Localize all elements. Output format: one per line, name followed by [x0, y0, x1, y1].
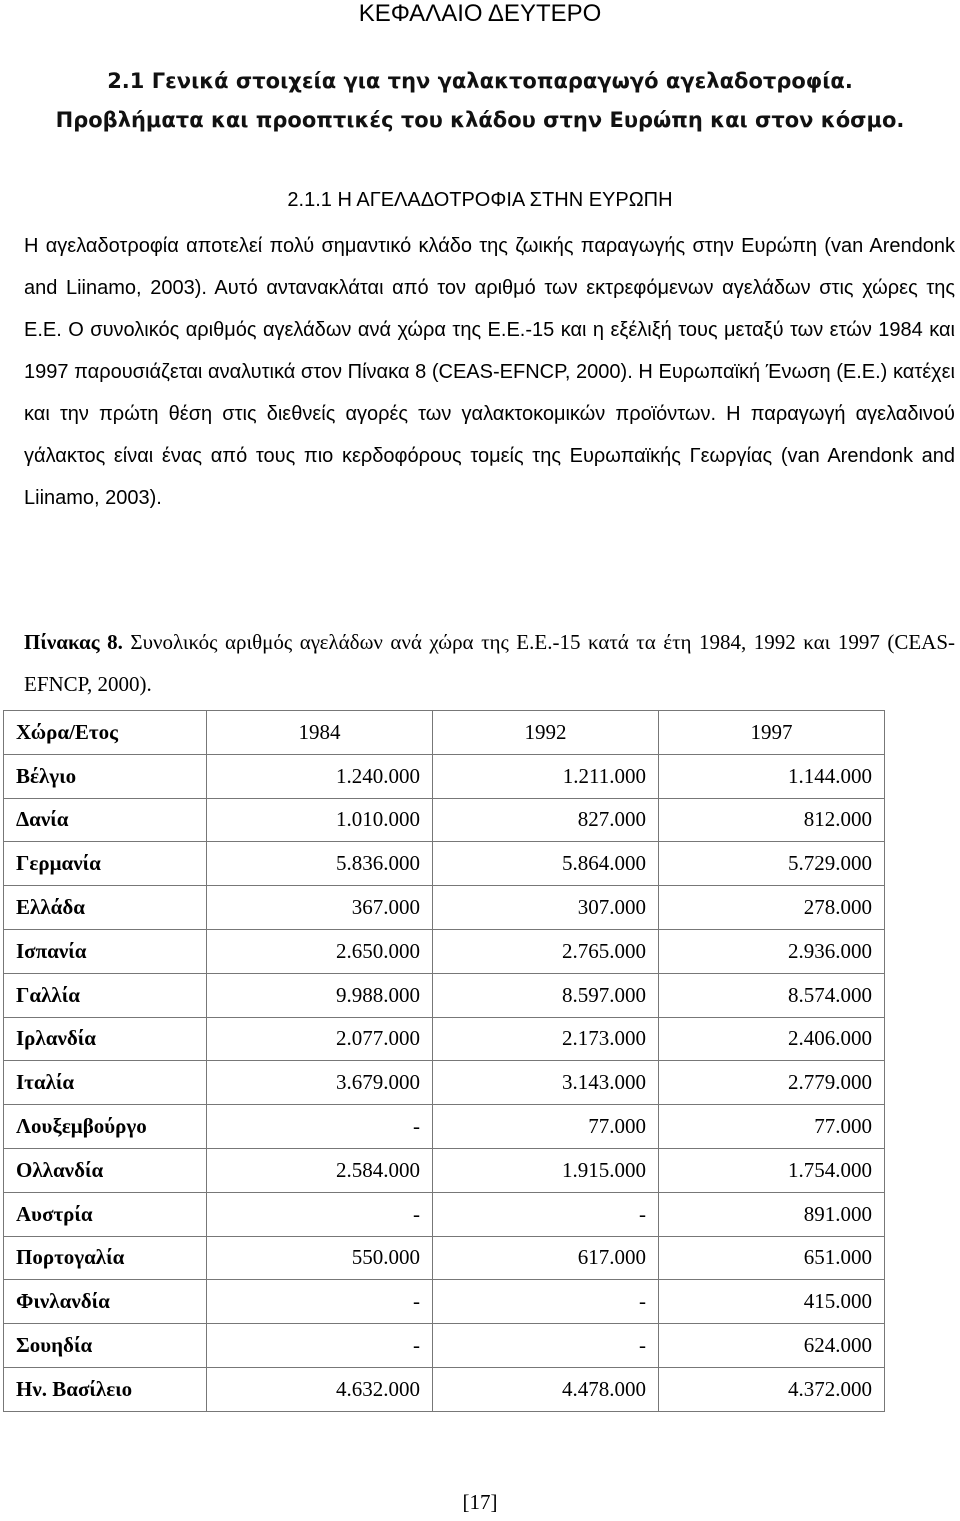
table-row	[4, 798, 885, 842]
table-row	[4, 1280, 885, 1324]
page-number: [17]	[462, 1490, 498, 1514]
section-title-line-1: 2.1 Γενικά στοιχεία για την γαλακτοπαραγωγό αγελαδοτροφία.	[107, 69, 853, 93]
value-cell: 624.000	[659, 1324, 885, 1368]
cattle-table	[3, 710, 885, 1412]
table-caption-text: Συνολικός αριθμός αγελάδων ανά χώρα της Ε.Ε.-15 κατά τα έτη 1984, 1992 και 1997 (CEAS-EFNCP, 2000).	[24, 630, 955, 696]
table-row	[4, 1061, 885, 1105]
value-cell: 4.478.000	[433, 1367, 659, 1411]
table-row	[4, 1367, 885, 1411]
header-country: Χώρα/Ετος	[4, 711, 207, 755]
country-cell: Αυστρία	[4, 1192, 207, 1236]
subsection-title: 2.1.1 Η ΑΓΕΛΑΔΟΤΡΟΦΙΑ ΣΤΗΝ ΕΥΡΩΠΗ	[287, 189, 673, 211]
value-cell: -	[433, 1192, 659, 1236]
value-cell: 2.779.000	[659, 1061, 885, 1105]
country-cell: Πορτογαλία	[4, 1236, 207, 1280]
country-cell: Ισπανία	[4, 929, 207, 973]
table-caption	[24, 621, 955, 705]
country-cell: Ολλανδία	[4, 1148, 207, 1192]
country-cell: Γαλλία	[4, 973, 207, 1017]
value-cell: -	[207, 1280, 433, 1324]
value-cell: 812.000	[659, 798, 885, 842]
value-cell: 3.679.000	[207, 1061, 433, 1105]
table-row	[4, 1148, 885, 1192]
header-1997: 1997	[659, 711, 885, 755]
value-cell: 2.406.000	[659, 1017, 885, 1061]
table-header-row	[4, 711, 885, 755]
value-cell: 5.836.000	[207, 842, 433, 886]
table-row	[4, 1236, 885, 1280]
table-row	[4, 1017, 885, 1061]
value-cell: 415.000	[659, 1280, 885, 1324]
value-cell: 3.143.000	[433, 1061, 659, 1105]
value-cell: -	[207, 1105, 433, 1149]
value-cell: 550.000	[207, 1236, 433, 1280]
value-cell: 651.000	[659, 1236, 885, 1280]
value-cell: 8.597.000	[433, 973, 659, 1017]
section-title-line-2: Προβλήματα και προοπτικές του κλάδου στην Ευρώπη και στον κόσμο.	[55, 108, 905, 132]
value-cell: 5.729.000	[659, 842, 885, 886]
country-cell: Δανία	[4, 798, 207, 842]
value-cell: 1.754.000	[659, 1148, 885, 1192]
value-cell: 617.000	[433, 1236, 659, 1280]
value-cell: 1.010.000	[207, 798, 433, 842]
country-cell: Ιταλία	[4, 1061, 207, 1105]
value-cell: 1.144.000	[659, 754, 885, 798]
value-cell: 9.988.000	[207, 973, 433, 1017]
value-cell: 278.000	[659, 886, 885, 930]
table-row	[4, 973, 885, 1017]
value-cell: 891.000	[659, 1192, 885, 1236]
value-cell: 2.650.000	[207, 929, 433, 973]
body-paragraph: Η αγελαδοτροφία αποτελεί πολύ σημαντικό κλάδο της ζωικής παραγωγής στην Ευρώπη (van Arendonk and Liinamo, 2003). Αυτό αντανακλάται από τον αριθμό των εκτρεφόμενων αγελάδων στις χώρες της Ε.Ε. Ο συνολικός αριθμός αγελάδων ανά χώρα της Ε.Ε.-15 και η εξέλιξή τους μεταξύ των ετών 1984 και 1997 παρουσιάζεται αναλυτικά στον Πίνακα 8 (CEAS-EFNCP, 2000). Η Ευρωπαϊκή Ένωση (Ε.Ε.) κατέχει και την πρώτη θέση στις διεθνείς αγορές των γαλακτοκομικών προϊόντων. Η παραγωγή αγελαδινού γάλακτος είναι ένας από τους πιο κερδοφόρους τομείς της Ευρωπαϊκής Γεωργίας (van Arendonk and Liinamo, 2003).	[24, 235, 955, 509]
value-cell: 8.574.000	[659, 973, 885, 1017]
value-cell: 1.211.000	[433, 754, 659, 798]
table-row	[4, 1324, 885, 1368]
country-cell: Ην. Βασίλειο	[4, 1367, 207, 1411]
value-cell: 77.000	[659, 1105, 885, 1149]
country-cell: Γερμανία	[4, 842, 207, 886]
value-cell: -	[207, 1324, 433, 1368]
value-cell: 367.000	[207, 886, 433, 930]
table-row	[4, 1192, 885, 1236]
value-cell: -	[433, 1280, 659, 1324]
country-cell: Ιρλανδία	[4, 1017, 207, 1061]
value-cell: 307.000	[433, 886, 659, 930]
value-cell: 1.915.000	[433, 1148, 659, 1192]
value-cell: 5.864.000	[433, 842, 659, 886]
value-cell: 77.000	[433, 1105, 659, 1149]
value-cell: 827.000	[433, 798, 659, 842]
table-row	[4, 929, 885, 973]
table-row	[4, 886, 885, 930]
value-cell: -	[433, 1324, 659, 1368]
table-row	[4, 1105, 885, 1149]
header-1984: 1984	[207, 711, 433, 755]
value-cell: 1.240.000	[207, 754, 433, 798]
table-caption-label: Πίνακας 8.	[24, 630, 123, 654]
value-cell: 2.584.000	[207, 1148, 433, 1192]
chapter-title: ΚΕΦΑΛΑΙΟ ΔΕΥΤΕΡΟ	[358, 0, 602, 27]
value-cell: 2.173.000	[433, 1017, 659, 1061]
table-row	[4, 754, 885, 798]
country-cell: Λουξεμβούργο	[4, 1105, 207, 1149]
value-cell: 2.765.000	[433, 929, 659, 973]
country-cell: Φινλανδία	[4, 1280, 207, 1324]
country-cell: Σουηδία	[4, 1324, 207, 1368]
country-cell: Ελλάδα	[4, 886, 207, 930]
value-cell: 4.632.000	[207, 1367, 433, 1411]
table-row	[4, 842, 885, 886]
country-cell: Βέλγιο	[4, 754, 207, 798]
value-cell: 4.372.000	[659, 1367, 885, 1411]
value-cell: 2.936.000	[659, 929, 885, 973]
value-cell: 2.077.000	[207, 1017, 433, 1061]
header-1992: 1992	[433, 711, 659, 755]
value-cell: -	[207, 1192, 433, 1236]
